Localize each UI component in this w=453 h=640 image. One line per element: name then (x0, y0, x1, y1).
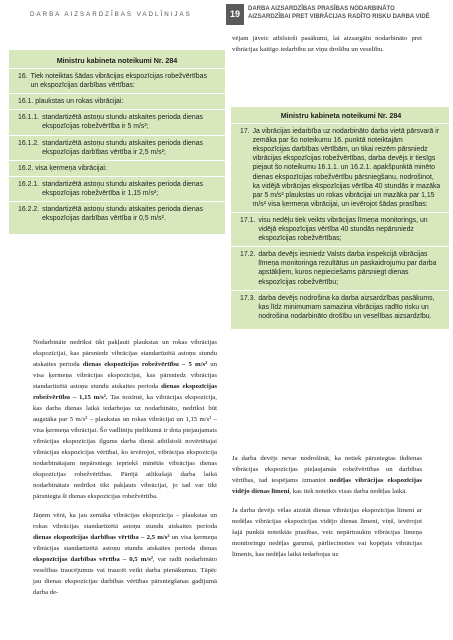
box-divider (231, 123, 451, 124)
regulation-item (240, 250, 442, 286)
paragraph (232, 453, 422, 497)
text-run: un visa ķermeņa vibrācijas standartizētā astoņu stundu atskaites perioda dienas (33, 534, 217, 552)
text-run: Tas nozīmē, ka vibrācijas ekspozīcija, kas darba dienas laikā iedarbojas uz nodarbināto, nedrīkst būt augstāka par 5 m/s² – plaukstas un rokas vibrācijai un 1,15 m/s² – visa ķermeņa vibrācijai. Šo vadlīniju pielikumā ir dota piejaujamais vibrācijas ekspozīcijas ilgums darba dienā atbilstoši novērtētajai vibrācijas ekspozīcijas vērtībai, ko ievērojot, vibrācijas ekspozīcija nodarbinātajam nepārsniegs iepriekš minētās vibrācijas dienas ekspozīcijas robežvērtības. Pārējā atlikušajā darba laikā nodarbinātais nedrīkst tikt pakļauts vibrācijai, jo tad var tikt pārsniegta šī dienas ekspozīcijas robežvērtība. (33, 394, 217, 500)
item-text: darba devējs iesniedz Valsts darba inspekcijā vibrācijas līmeņa monitoringa rezultātus un paskaidrojumu par darba apstākļiem, kuros nepieciešams pārsniegt dienas ekspozīcijas robežvērtību; (258, 251, 437, 286)
right-column-top-text (232, 33, 422, 63)
bold-text: nedēļas vibrācijas ekspozīcijas vidējo dienas līmeni (232, 477, 422, 495)
item-text: darba devējs nodrošina ka darba aizsardzības pasākums, kas līdz minimumam samazina vibrācijas radīto risku un nodrošina nodarbināto drošību un veselības aizsardzību. (258, 294, 435, 320)
regulation-item (18, 139, 216, 157)
regulation-box-title: Ministru kabineta noteikumi Nr. 284 (280, 111, 402, 120)
paragraph (33, 510, 217, 598)
item-text: visu nedēļu tiek veikts vibrācijas līmeņa monitorings, un vidējā ekspozīcijas vērtība 40 stundās nepārsniedz ekspozīcijas robežvērtības; (258, 216, 428, 243)
right-column-text (232, 453, 422, 568)
running-header-right-line2: AIZSARDZĪBAI PRET VIBRĀCIJAS RADĪTO RISKU DARBA VIDĒ (248, 14, 430, 20)
item-text: standartizētā astoņu stundu atskaites perioda dienas ekspozīcijas darbības vērtība ir 0,5 m/s². (42, 206, 203, 223)
box-divider (9, 109, 225, 110)
paragraph: Ja darba devējs vēlas aizstāt dienas vibrācijas ekspozīcijas līmeni ar nedēļas vibrācijas ekspozīcijas vidējo dienas līmeni, viņš, ievērojot šajā punktā noteiktās prasības, veic nepārtrauktu vibrācijas līmeņa monitoringu nedēļas garumā, pārliecinoties vai kopējais vibrācijas līmenis, kas nedēļas laikā iedarbojas uz (232, 507, 422, 558)
regulation-box-right (231, 107, 449, 329)
item-text: standartizētā astoņu stundu atskaites perioda dienas ekspozīcijas darbības vērtība ir 2,5 m/s²; (42, 139, 203, 156)
text-run: Jāņem vērā, ka jau zemāka vibrācijas ekspozīcija – plaukstas un rokas vibrācijas standartizētā astoņu stundu atskaites perioda (33, 512, 217, 530)
regulation-section (18, 164, 216, 173)
left-column-text (33, 337, 217, 606)
regulation-item (18, 205, 216, 223)
page-number: 19 (226, 4, 244, 25)
item-number: 17. (240, 128, 250, 136)
regulation-item (240, 127, 442, 209)
item-number: 16.1.2. (18, 139, 40, 147)
box-divider (231, 290, 451, 291)
item-number: 16. (18, 73, 28, 81)
regulation-item (240, 294, 442, 321)
regulation-box-left (9, 50, 225, 234)
regulation-item (240, 216, 442, 243)
item-text: standartizētā astoņu stundu atskaites perioda dienas ekspozīcijas robežvērtība ir 1,15 m/s²; (42, 180, 203, 197)
box-divider (9, 160, 225, 161)
regulation-box-title: Ministru kabineta noteikumi Nr. 284 (56, 56, 178, 65)
item-number: 17.2. (240, 251, 256, 259)
running-header-right-line1: DARBA AIZSARDZĪBAS PRASĪBAS NODARBINĀTO (248, 6, 395, 12)
box-divider (9, 93, 225, 94)
box-divider (231, 212, 451, 213)
box-divider (231, 246, 451, 247)
item-number: 17.1. (240, 216, 256, 224)
paragraph: vējam jāveic atbilstoši pasākumi, lai aizsargātu nodarbināto pret vibrācijas kaitīgo iedarbību uz viņu drošību un veselību. (232, 35, 422, 53)
regulation-item (18, 113, 216, 131)
regulation-section (18, 97, 216, 106)
box-divider (9, 176, 225, 177)
bold-text: dienas ekspozīcijas robežvērtību – 5 m/s² (82, 361, 208, 368)
box-divider (9, 201, 225, 202)
box-divider (9, 68, 225, 69)
item-number: 16.2.2. (18, 206, 40, 214)
box-divider (9, 135, 225, 136)
section-text: 16.2. visa ķermeņa vibrācijai: (18, 164, 107, 172)
bold-text: dienas ekspozīcijas robežvērtību – 1,15 m/s². (33, 383, 217, 401)
text-run: un visa ķermeņa vibrācijas ekspozīcijai, kas pārsniedz vibrācijas standartizētā astoņu stundu atskaites perioda (33, 361, 217, 390)
bold-text: dienas ekspozīcijas darbības vērtība – 2,5 m/s² (33, 534, 170, 541)
regulation-item (18, 180, 216, 198)
text-run: Ja darba devējs nevar nodrošināt, ka netiek pārsniegtas ikdienas vibrācijas ekspozīcijas pieļaujamās robežvērtības un darbības vērtības, tad iespējams izmantot (232, 455, 422, 484)
regulation-item (18, 72, 216, 90)
item-number: 17.3. (240, 294, 256, 302)
text-run: , var radīt nodarbināto veselības traucējumus vai traucēt veikt darba pienākumus. Tāpēc jau dienas ekspozīcijas darbības vērtības pārsniegšanas gadījumā darba de- (33, 556, 218, 596)
item-number: 16.2.1. (18, 180, 40, 188)
item-text: Ja vibrācijas iedarbība uz nodarbināto darba vietā pārsvarā ir zemāka par šo noteikumu 16. punktā noteiktajām ekspozīcijas darbības vērtībām, un tikai reizēm pārsniedz vibrācijas ekspozīcijas robežvērtības, darba devējs ir tiesīgs piejaut šo noteikumu 16.1.1. un 16.2.1. apakšpunktā minēto dienas ekspozīcijas robežvērtību pārsniegšanu, nodrošinot, ka vidējā vibrācijas ekspozīcijas vērtība 40 stundās ir mazāka par 5 m/s² plaukstas un rokas vibrācijai un mazāka par 1,15 m/s² visa ķermeņa vibrācijai, un ievērojot šādas prasības: (252, 128, 441, 208)
bold-text: ekspozīcijas darbības vērtība – 0,5 m/s² (33, 556, 153, 563)
running-header-right (248, 5, 448, 21)
item-number: 16.1.1. (18, 114, 40, 122)
text-run: , kas tiek noteikts visas darba nedēļas laikā. (289, 488, 407, 495)
item-text: Tiek noteiktas šādas vibrācijas ekspozīcijas robežvērtības un ekspozīcijas darbības vērtības: (30, 73, 207, 90)
paragraph (33, 337, 217, 502)
section-text: 16.1. plaukstas un rokas vibrācijai: (18, 98, 124, 106)
text-run: Nodarbināte nedrīkst tikt pakļauti plaukstas un rokas vibrācijas ekspozīcijai, kas pārsniedz vibrācijas standartizētā astoņu stundu atskaites perioda (33, 339, 217, 368)
item-text: standartizētā astoņu stundu atskaites perioda dienas ekspozīcijas robežvērtība ir 5 m/s²; (42, 114, 203, 131)
running-header-left: DARBA AIZSARDZĪBAS VADLĪNIJAS (30, 11, 192, 18)
